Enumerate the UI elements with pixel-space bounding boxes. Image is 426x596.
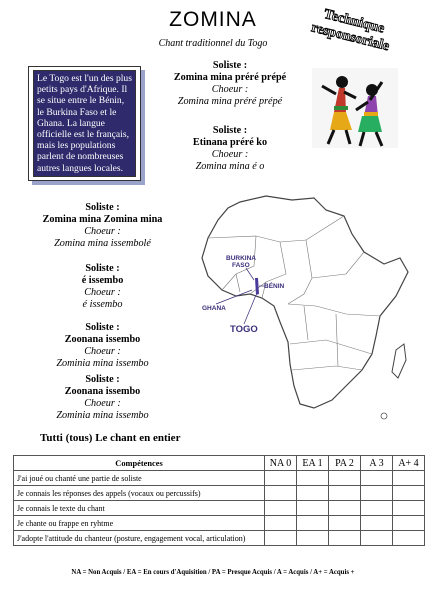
level-cell[interactable] bbox=[361, 516, 393, 531]
level-header: A 3 bbox=[361, 456, 393, 471]
choeur-label: Choeur : bbox=[84, 346, 121, 357]
table-row bbox=[14, 501, 425, 516]
level-cell[interactable] bbox=[329, 531, 361, 546]
choeur-label: Choeur : bbox=[211, 149, 249, 160]
level-header: A+ 4 bbox=[393, 456, 425, 471]
level-cell[interactable] bbox=[329, 516, 361, 531]
competence-label: Je chante ou frappe en ryhtme bbox=[14, 516, 265, 531]
verse-1 bbox=[150, 60, 310, 108]
label-burkina: BURKINA bbox=[226, 255, 256, 262]
tutti-line: Tutti (tous) Le chant en entier bbox=[40, 432, 181, 444]
soliste-lyric: é issembo bbox=[81, 275, 124, 286]
technique-stamp: Technique responsoriale bbox=[309, 7, 391, 55]
competence-label: J'adopte l'attitude du chanteur (posture, engagement vocal, articulation) bbox=[14, 531, 265, 546]
table-row bbox=[14, 531, 425, 546]
verse-4 bbox=[20, 263, 185, 311]
label-benin: BÉNIN bbox=[264, 283, 285, 290]
level-header: PA 2 bbox=[329, 456, 361, 471]
africa-map bbox=[196, 194, 418, 426]
level-header: NA 0 bbox=[265, 456, 297, 471]
info-box bbox=[28, 66, 141, 181]
level-cell[interactable] bbox=[265, 531, 297, 546]
choeur-label: Choeur : bbox=[211, 84, 249, 95]
table-header-row bbox=[14, 456, 425, 471]
level-cell[interactable] bbox=[393, 516, 425, 531]
choeur-label: Choeur : bbox=[84, 226, 121, 237]
level-cell[interactable] bbox=[393, 471, 425, 486]
soliste-lyric: Zomina mina Zomina mina bbox=[42, 214, 163, 225]
level-cell[interactable] bbox=[361, 486, 393, 501]
level-cell[interactable] bbox=[361, 501, 393, 516]
competence-label: Je connais le texte du chant bbox=[14, 501, 265, 516]
level-cell[interactable] bbox=[265, 486, 297, 501]
level-cell[interactable] bbox=[393, 531, 425, 546]
soliste-label: Soliste : bbox=[85, 202, 120, 213]
verse-5 bbox=[20, 322, 185, 370]
level-cell[interactable] bbox=[265, 501, 297, 516]
table-row bbox=[14, 471, 425, 486]
choeur-response: Zominia mina issembo bbox=[56, 358, 149, 369]
table-row bbox=[14, 516, 425, 531]
island-dot bbox=[381, 413, 387, 419]
soliste-label: Soliste : bbox=[212, 125, 248, 136]
verse-6 bbox=[20, 374, 185, 422]
choeur-label: Choeur : bbox=[84, 287, 121, 298]
level-cell[interactable] bbox=[297, 471, 329, 486]
level-cell[interactable] bbox=[297, 516, 329, 531]
verse-2 bbox=[150, 125, 310, 173]
verse-3 bbox=[20, 202, 185, 250]
competence-label: J'ai joué ou chanté une partie de soliste bbox=[14, 471, 265, 486]
choeur-response: Zomina mina é o bbox=[195, 161, 265, 172]
level-cell[interactable] bbox=[329, 486, 361, 501]
level-legend: NA = Non Acquis / EA = En cours d'Aquisition / PA = Presque Acquis / A = Acquis / A+ = Acquis + bbox=[71, 569, 355, 576]
label-ghana: GHANA bbox=[202, 305, 226, 312]
soliste-lyric: Etinana préré ko bbox=[192, 137, 268, 148]
choeur-response: Zomina mina préré prépé bbox=[177, 96, 283, 107]
competences-header: Compétences bbox=[14, 456, 265, 471]
level-cell[interactable] bbox=[361, 471, 393, 486]
page-subtitle: Chant traditionnel du Togo bbox=[158, 38, 268, 49]
label-faso: FASO bbox=[232, 262, 250, 269]
competence-label: Je connais les réponses des appels (vocaux ou percussifs) bbox=[14, 486, 265, 501]
choeur-response: é issembo bbox=[82, 299, 123, 310]
choeur-response: Zomina mina issembolé bbox=[54, 238, 151, 249]
level-cell[interactable] bbox=[297, 501, 329, 516]
soliste-label: Soliste : bbox=[85, 263, 120, 274]
soliste-label: Soliste : bbox=[85, 322, 120, 333]
madagascar-shape bbox=[392, 344, 406, 378]
level-cell[interactable] bbox=[297, 486, 329, 501]
soliste-label: Soliste : bbox=[85, 374, 120, 385]
level-cell[interactable] bbox=[361, 531, 393, 546]
level-cell[interactable] bbox=[329, 471, 361, 486]
level-cell[interactable] bbox=[393, 486, 425, 501]
level-header: EA 1 bbox=[297, 456, 329, 471]
level-cell[interactable] bbox=[265, 516, 297, 531]
soliste-lyric: Zomina mina préré prépé bbox=[173, 72, 287, 83]
label-togo: TOGO bbox=[230, 324, 258, 335]
soliste-label: Soliste : bbox=[212, 60, 248, 71]
competences-table bbox=[13, 455, 425, 546]
choeur-response: Zominia mina issembo bbox=[56, 410, 149, 421]
info-box-text: Le Togo est l'un des plus petits pays d'Afrique. Il se situe entre le Bénin, le Burkina Faso et le Ghana. La langue officielle est le français, mais les populations parlent de nombreuses autres langues locales. bbox=[33, 70, 136, 177]
table-row bbox=[14, 486, 425, 501]
africa-outline bbox=[202, 196, 408, 408]
page-title: ZOMINA bbox=[169, 8, 257, 31]
soliste-lyric: Zoonana issembo bbox=[64, 334, 141, 345]
soliste-lyric: Zoonana issembo bbox=[64, 386, 141, 397]
level-cell[interactable] bbox=[265, 471, 297, 486]
level-cell[interactable] bbox=[329, 501, 361, 516]
level-cell[interactable] bbox=[393, 501, 425, 516]
choeur-label: Choeur : bbox=[84, 398, 121, 409]
level-cell[interactable] bbox=[297, 531, 329, 546]
dancers-illustration bbox=[312, 68, 398, 148]
